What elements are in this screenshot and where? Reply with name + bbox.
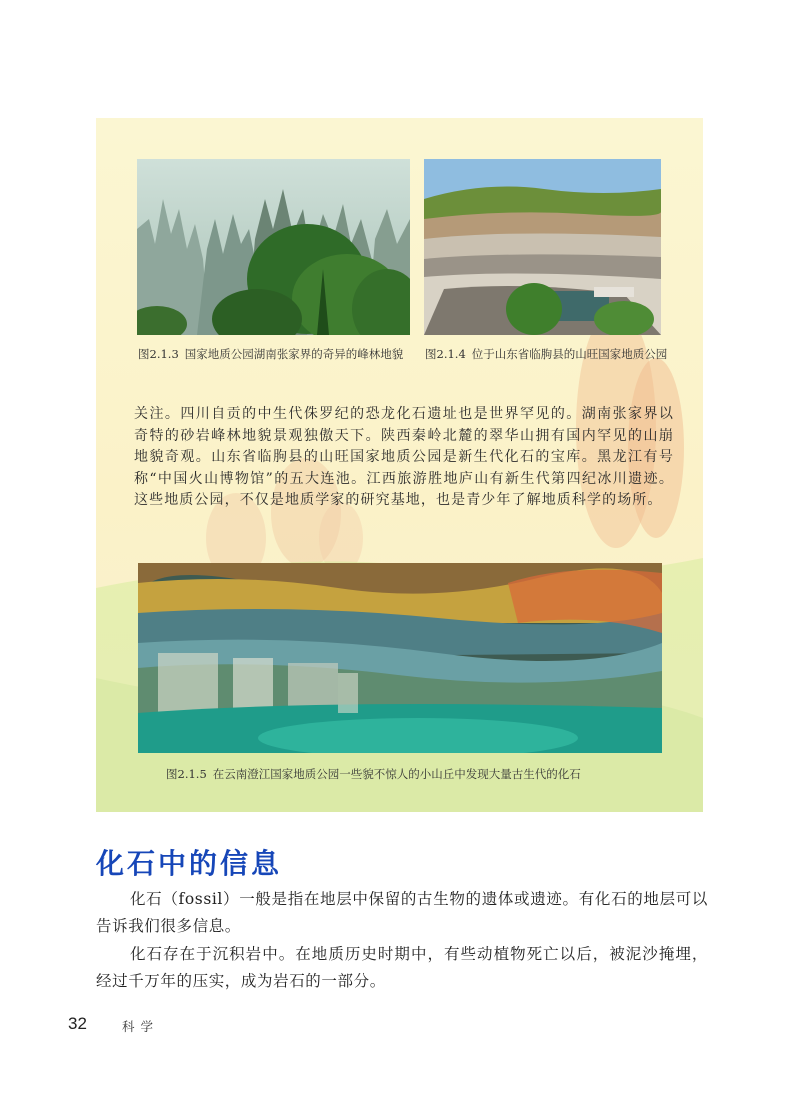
- figure-number: 图2.1.4: [425, 347, 466, 361]
- page-number: 32: [68, 1014, 87, 1033]
- shanwang-photo: [424, 159, 661, 335]
- figure-caption: [166, 766, 686, 783]
- zhangjiajie-photo: [137, 159, 410, 335]
- body-paragraph: 化石（fossil）一般是指在地层中保留的古生物的遗体或遗迹。有化石的地层可以告诉我们很多信息。: [96, 890, 708, 935]
- figure-caption-text: 在云南澄江国家地质公园一些貌不惊人的小山丘中发现大量古生代的化石: [212, 767, 581, 781]
- figure-caption: [425, 346, 703, 363]
- box-paragraph: 关注。四川自贡的中生代侏罗纪的恐龙化石遗址也是世界罕见的。湖南张家界以奇特的砂岩峰林地貌景观独傲天下。陕西秦岭北麓的翠华山拥有国内罕见的山崩地貌奇观。山东省临朐县的山旺国家地质公园是新生代化石的宝库。黑龙江有号称“中国火山博物馆”的五大连池。江西旅游胜地庐山有新生代第四纪冰川遗迹。这些地质公园，不仅是地质学家的研究基地，也是青少年了解地质科学的场所。: [134, 406, 674, 509]
- info-box: [96, 118, 703, 812]
- figure-caption-text: 位于山东省临朐县的山旺国家地质公园: [471, 347, 668, 361]
- figure-number: 图2.1.3: [138, 347, 179, 361]
- section-title: 化石中的信息: [96, 847, 283, 880]
- chengjiang-photo: [138, 563, 662, 753]
- figure-number: 图2.1.5: [166, 767, 207, 781]
- figure-caption-text: 国家地质公园湖南张家界的奇异的峰林地貌: [184, 347, 404, 361]
- book-subject-label: 科学: [122, 1019, 160, 1034]
- figure-caption: [138, 346, 471, 363]
- body-paragraph: 化石存在于沉积岩中。在地质历史时期中，有些动植物死亡以后，被泥沙掩埋，经过千万年的压实，成为岩石的一部分。: [96, 945, 708, 990]
